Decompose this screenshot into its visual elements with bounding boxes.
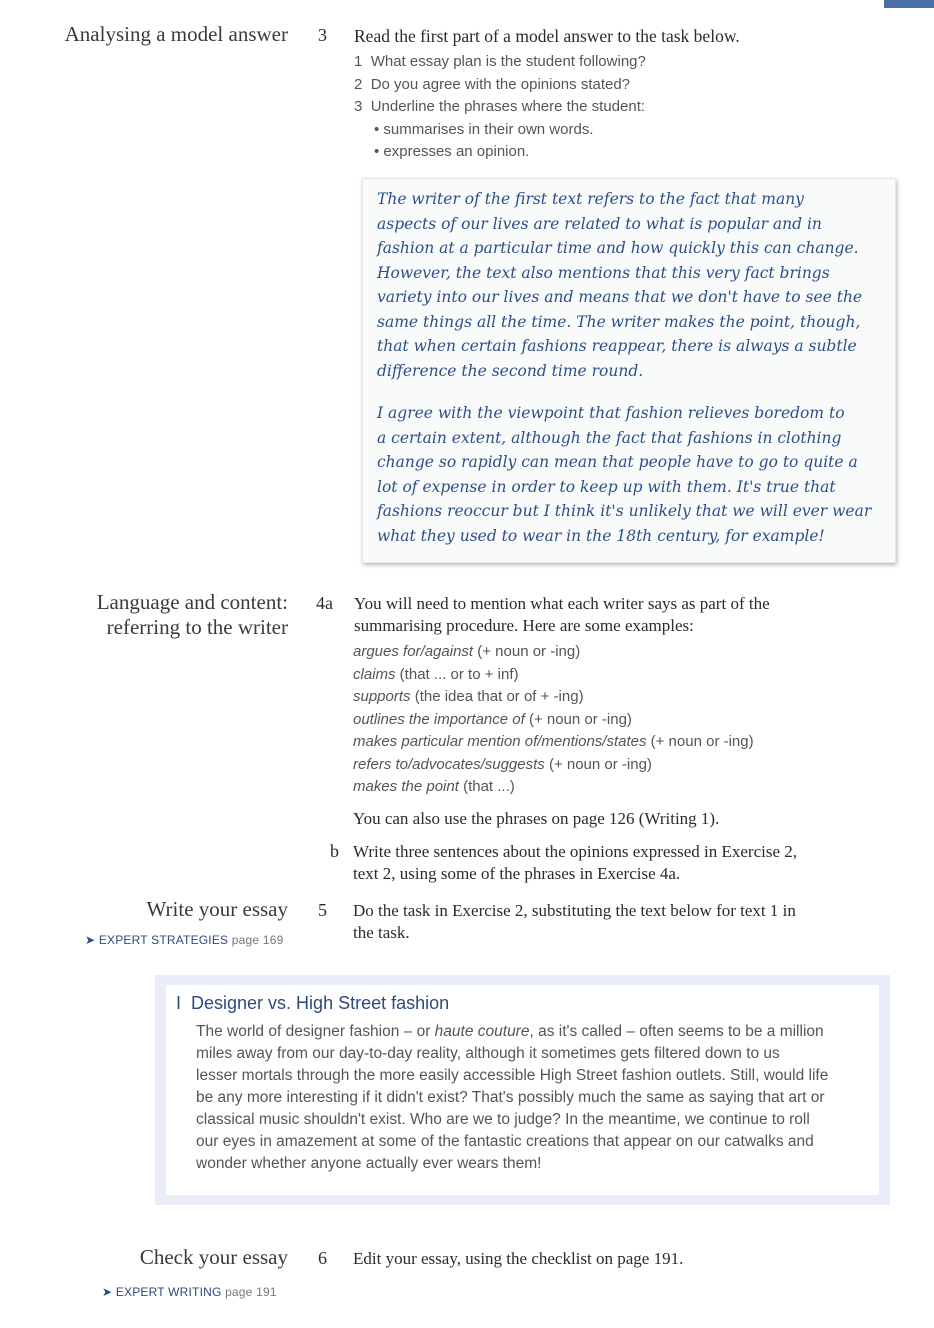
expert-strategies-link[interactable]: ➤ EXPERT STRATEGIES page 169 xyxy=(85,933,284,947)
exercise-4a-intro: You will need to mention what each writer says as part of the summarising procedure. Here are some examples: xyxy=(354,594,770,635)
also-use-note: You can also use the phrases on page 126 (Writing 1). xyxy=(353,809,720,828)
phrase-item: argues for/against (+ noun or -ing) xyxy=(353,643,581,660)
section-heading-write: Write your essay xyxy=(146,897,288,921)
exercise-number-5: 5 xyxy=(318,900,327,920)
question-item: 1 What essay plan is the student following? xyxy=(354,53,646,70)
exercise-number-6: 6 xyxy=(318,1248,327,1268)
exercise-number-3: 3 xyxy=(318,25,327,45)
exercise-number-4b: b xyxy=(330,841,339,861)
source-text-body: The world of designer fashion – or haute couture, as it's called – often seems to be a million miles away from our day-to-day reality, although it sometimes gets filtered down to us lesser mortals through the more easily accessible High Street fashion outlets. Still, would life be any more interesting if it didn't exist? That's possibly much the same as saying that art or classical music shouldn't exist. Who are we to judge? In the meantime, we continue to roll our eyes in amazement at some of the fantastic creations that appear on our catwalks and wonder whether anyone actually ever wears them! xyxy=(196,1023,829,1172)
phrase-item: claims (that ... or to + inf) xyxy=(353,665,519,683)
question-list xyxy=(354,51,646,164)
exercise-6-instruction: Edit your essay, using the checklist on page 191. xyxy=(353,1249,684,1268)
phrase-item: supports (the idea that or of + -ing) xyxy=(353,688,584,705)
exercise-5-instruction: Do the task in Exercise 2, substituting the text below for text 1 in the task. xyxy=(353,901,796,942)
exercise-number-4a: 4a xyxy=(316,593,333,613)
question-item: 2 Do you agree with the opinions stated? xyxy=(354,75,631,93)
section-heading-check: Check your essay xyxy=(139,1245,288,1269)
chevron-right-icon: ➤ xyxy=(102,1285,113,1299)
phrase-item: makes the point (that ...) xyxy=(353,778,515,795)
phrase-list xyxy=(353,641,754,799)
question-item: 3 Underline the phrases where the student: xyxy=(354,98,646,115)
model-answer-box xyxy=(362,178,896,563)
expert-writing-link[interactable]: ➤ EXPERT WRITING page 191 xyxy=(102,1285,277,1299)
phrase-item: refers to/advocates/suggests (+ noun or -ing) xyxy=(353,755,652,773)
source-text-inner xyxy=(166,985,879,1195)
model-answer-paragraph-2: I agree with the viewpoint that fashion relieves boredom to a certain extent, although the fact that fashions in clothing change so rapidly can mean that people have to go to quite a lot of expense in order to keep up with them. It's true that fashions reoccur but I think it's unlikely that we will ever wear what they used to wear in the 18th century, for example! xyxy=(377,404,872,545)
chevron-right-icon: ➤ xyxy=(85,933,96,947)
source-text-box xyxy=(155,975,890,1205)
exercise-4b-instruction: Write three sentences about the opinions expressed in Exercise 2, text 2, using some of the phrases in Exercise 4a. xyxy=(353,842,798,883)
exercise-3-instruction: Read the first part of a model answer to the task below. xyxy=(354,26,740,46)
source-text-title: I Designer vs. High Street fashion xyxy=(176,993,450,1013)
bullet-item: • expresses an opinion. xyxy=(374,143,530,160)
section-heading-language: Language and content: referring to the writer xyxy=(96,590,288,639)
bullet-item: • summarises in their own words. xyxy=(374,120,594,138)
section-heading-analysing: Analysing a model answer xyxy=(64,22,288,46)
model-answer-paragraph-1: The writer of the first text refers to the fact that many aspects of our lives are related to what is popular and in fashion at a particular time and how quickly this can change. However, the text also mentions that this very fact brings variety into our lives and means that we don't have to see the same things all the time. The writer makes the point, though, that when certain fashions reappear, there is always a subtle difference the second time round. xyxy=(377,190,863,380)
phrase-item: outlines the importance of (+ noun or -ing) xyxy=(353,710,632,728)
page-corner-tab xyxy=(884,0,934,8)
phrase-item: makes particular mention of/mentions/states (+ noun or -ing) xyxy=(353,733,754,750)
